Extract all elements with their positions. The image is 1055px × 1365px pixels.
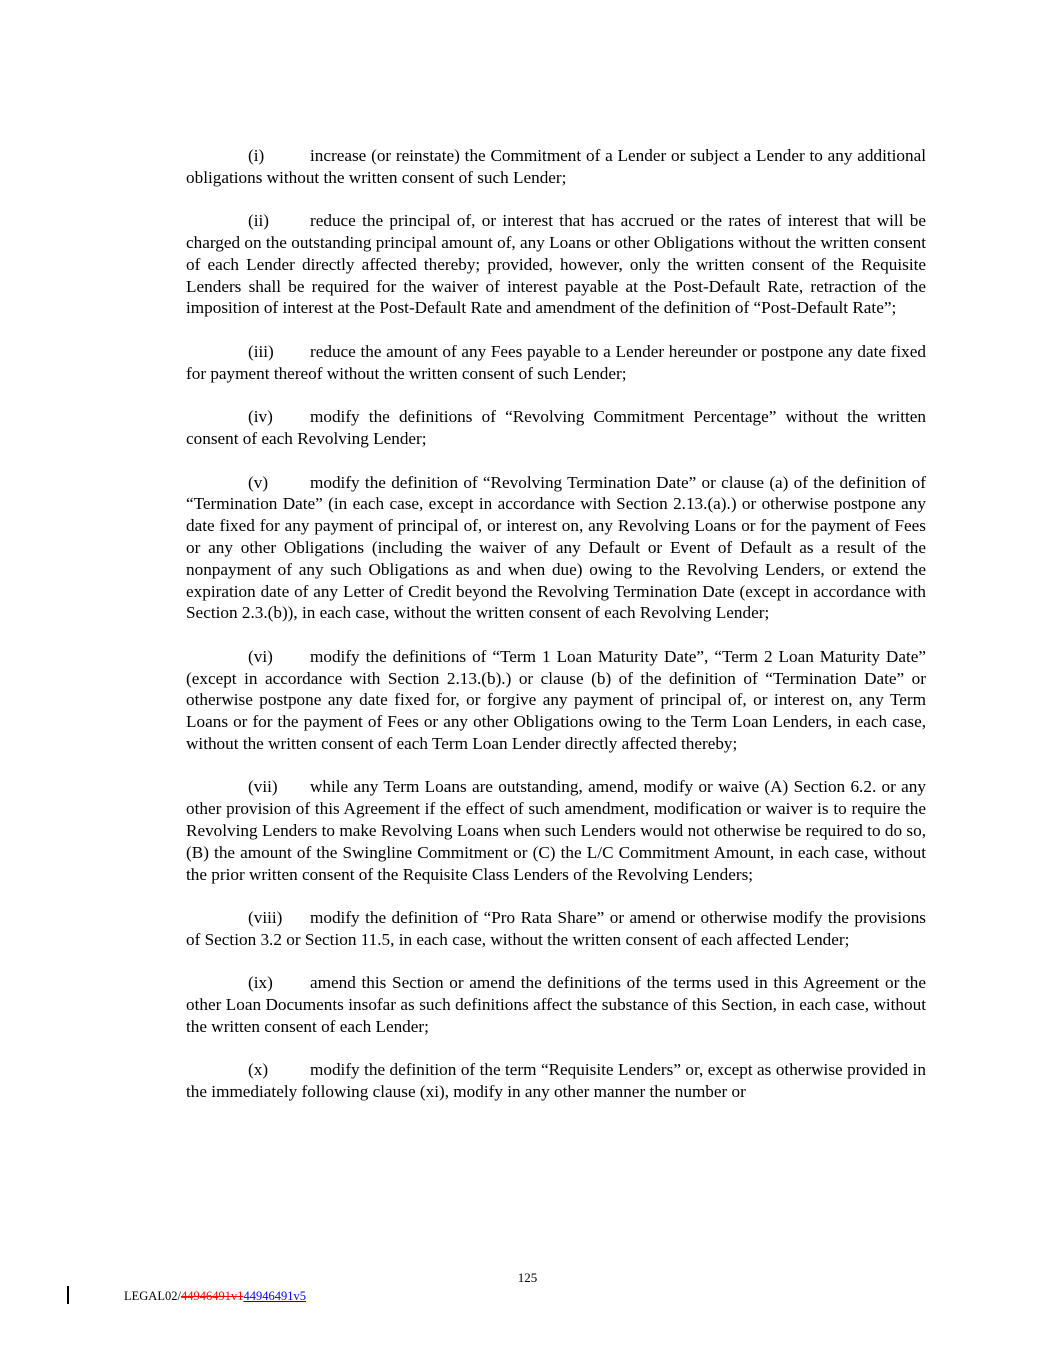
clause-text: modify the definition of the term “Requisite Lenders” or, except as otherwise provided in the immediately following clause (xi), modify in any other manner the number or — [186, 1060, 926, 1102]
revision-change-bar — [67, 1286, 69, 1304]
clause-text: modify the definitions of “Revolving Commitment Percentage” without the written consent of each Revolving Lender; — [186, 407, 926, 449]
deleted-document-version: 44946491v1 — [180, 1289, 244, 1303]
clause-vii — [186, 776, 926, 885]
clause-number: (x) — [248, 1060, 269, 1080]
clause-number: (viii) — [248, 908, 283, 928]
document-id-prefix: LEGAL02/ — [124, 1289, 181, 1303]
clause-ix — [186, 972, 926, 1037]
clause-text: reduce the principal of, or interest that has accrued or the rates of interest that will be charged on the outstanding principal amount of, any Loans or other Obligations without the written consent of each Lender directly affected thereby; provided, however, only the written consent of the Requisite Lenders shall be required for the waiver of interest payable at the Post-Default Rate, retraction of the imposition of interest at the Post-Default Rate and amendment of the definition of “Post-Default Rate”; — [186, 211, 926, 318]
clause-iii — [186, 341, 926, 385]
clause-number: (vii) — [248, 777, 278, 797]
clause-vi — [186, 646, 926, 755]
clause-text: amend this Section or amend the definitions of the terms used in this Agreement or the other Loan Documents insofar as such definitions affect the substance of this Section, in each case, without the written consent of each Lender; — [186, 973, 926, 1036]
inserted-document-version: 44946491v5 — [243, 1289, 306, 1303]
clause-i — [186, 145, 926, 189]
clause-viii — [186, 907, 926, 951]
document-body — [186, 145, 926, 1125]
clause-iv — [186, 406, 926, 450]
document-id-footer — [124, 1289, 306, 1304]
clause-number: (ii) — [248, 211, 269, 231]
clause-text: increase (or reinstate) the Commitment of a Lender or subject a Lender to any additional obligations without the written consent of such Lender; — [186, 146, 926, 187]
clause-x — [186, 1059, 926, 1103]
clause-number: (vi) — [248, 646, 273, 666]
clause-number: (iv) — [248, 407, 273, 427]
clause-ii — [186, 210, 926, 319]
clause-text: modify the definition of “Revolving Termination Date” or clause (a) of the definition of “Termination Date” (in each case, except in accordance with Section 2.13.(a).) or otherwise postpone any date fixed for any payment of principal of, or interest on, any Revolving Loans or for the payment of Fees or any other Obligations (including the waiver of any Default or Event of Default as a result of the nonpayment of any such Obligations as and when due) owing to the Revolving Lenders, or extend the expiration date of any Letter of Credit beyond the Revolving Termination Date (except in accordance with Section 2.3.(b)), in each case, without the written consent of each Revolving Lender; — [186, 472, 926, 623]
clause-number: (v) — [248, 472, 269, 492]
clause-v — [186, 472, 926, 625]
clause-text: modify the definition of “Pro Rata Share” or amend or otherwise modify the provisions of Section 3.2 or Section 11.5, in each case, without the written consent of each affected Lender; — [186, 908, 926, 949]
clause-number: (ix) — [248, 973, 273, 993]
clause-number: (i) — [248, 146, 265, 165]
clause-text: reduce the amount of any Fees payable to a Lender hereunder or postpone any date fixed for payment thereof without the written consent of such Lender; — [186, 341, 926, 383]
clause-text: modify the definitions of “Term 1 Loan Maturity Date”, “Term 2 Loan Maturity Date” (except in accordance with Section 2.13.(b).) or clause (b) of the definition of “Termination Date” or otherwise postpone any date fixed for, or forgive any payment of principal of, or interest on, any Term Loans or for the payment of Fees or any other Obligations owing to the Term Loan Lenders, in each case, without the written consent of each Term Loan Lender directly affected thereby; — [186, 646, 926, 753]
clause-text: while any Term Loans are outstanding, amend, modify or waive (A) Section 6.2. or any other provision of this Agreement if the effect of such amendment, modification or waiver is to require the Revolving Lenders to make Revolving Loans when such Lenders would not otherwise be required to do so, (B) the amount of the Swingline Commitment or (C) the L/C Commitment Amount, in each case, without the prior written consent of the Requisite Class Lenders of the Revolving Lenders; — [186, 777, 926, 884]
page-number: 125 — [517, 1270, 538, 1285]
clause-number: (iii) — [248, 341, 274, 361]
